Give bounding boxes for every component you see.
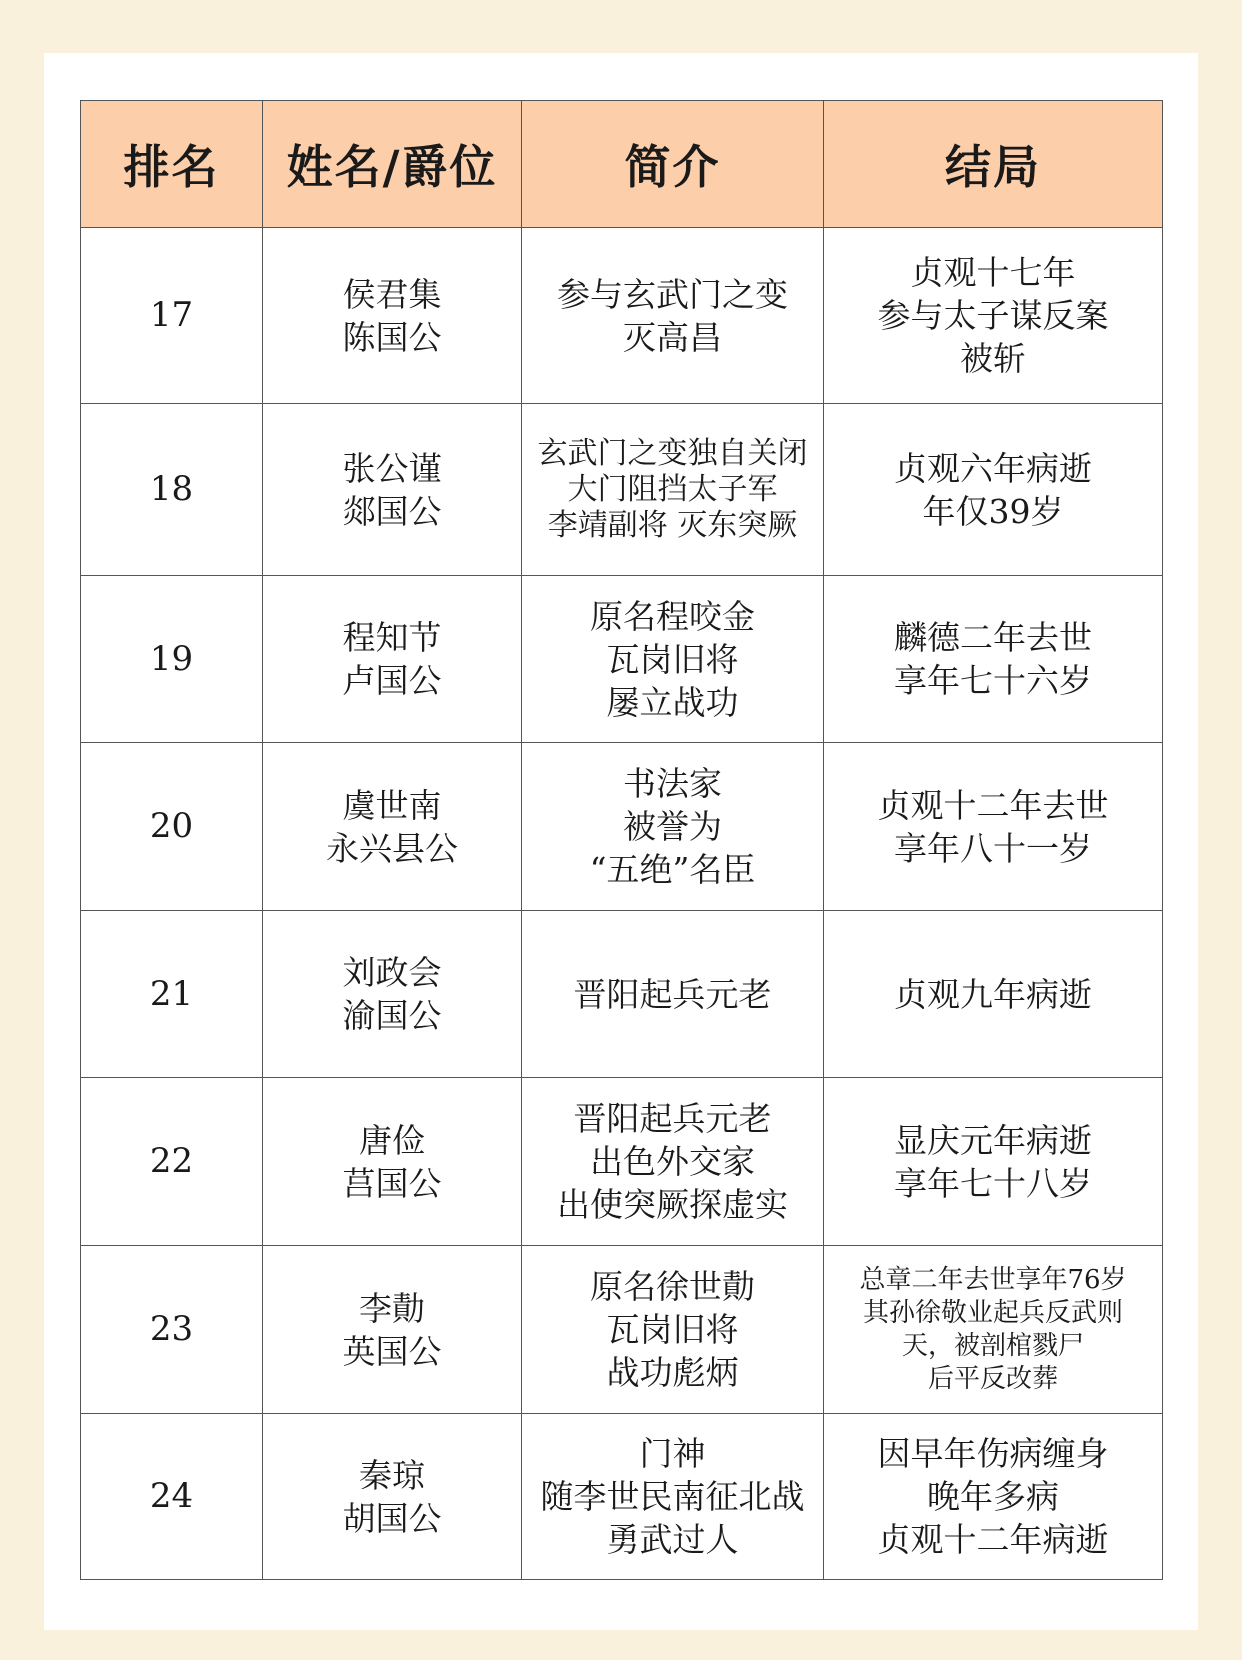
ending-line: 其孙徐敬业起兵反武则 (862, 1297, 1123, 1328)
ending-line: 被斩 (960, 339, 1026, 378)
name-cell (263, 576, 522, 743)
table-row (81, 1078, 1163, 1246)
ending-line: 晚年多病 (927, 1477, 1059, 1516)
name-cell (263, 228, 522, 404)
intro-line: 玄武门之变独自关闭 (537, 435, 808, 471)
intro-line: 晋阳起兵元老 (573, 1099, 772, 1138)
name-line: 胡国公 (342, 1498, 442, 1538)
intro-cell (522, 404, 824, 576)
ending-line: 因早年伤病缠身 (877, 1434, 1109, 1473)
name-line: 张公谨 (342, 448, 442, 488)
name-line: 英国公 (342, 1331, 442, 1371)
ending-line: 贞观十七年 (910, 253, 1076, 292)
name-line: 莒国公 (342, 1163, 442, 1203)
rank-cell: 19 (81, 576, 263, 743)
ending-line: 后平反改葬 (927, 1363, 1058, 1394)
intro-cell (522, 228, 824, 404)
rank-cell: 23 (81, 1246, 263, 1414)
rank-cell: 17 (81, 228, 263, 404)
ending-line: 贞观十二年病逝 (877, 1520, 1109, 1559)
rank-cell: 20 (81, 743, 263, 911)
table-row (81, 911, 1163, 1078)
rank-cell: 18 (81, 404, 263, 576)
intro-cell (522, 911, 824, 1078)
intro-cell (522, 743, 824, 911)
name-line: 侯君集 (342, 274, 442, 314)
name-line: 程知节 (342, 618, 442, 657)
name-cell (263, 743, 522, 911)
name-cell (263, 1414, 522, 1580)
rank-cell: 21 (81, 911, 263, 1078)
ending-cell (824, 576, 1163, 743)
intro-line: 被誉为 (623, 807, 722, 846)
ending-cell (824, 404, 1163, 576)
table-row (81, 576, 1163, 743)
intro-line: 门神 (639, 1434, 706, 1473)
name-cell (263, 404, 522, 576)
intro-line: “五绝”名臣 (589, 850, 756, 889)
table-body (81, 228, 1163, 1580)
ending-line: 贞观九年病逝 (894, 974, 1092, 1014)
ending-cell (824, 743, 1163, 911)
intro-line: 出色外交家 (590, 1142, 755, 1181)
intro-line: 大门阻挡太子军 (567, 471, 778, 507)
header-rank: 排名 (81, 101, 263, 228)
ending-cell (824, 1414, 1163, 1580)
ending-line: 显庆元年病逝 (894, 1120, 1092, 1160)
header-row (81, 101, 1163, 228)
intro-line: 参与玄武门之变 (557, 274, 788, 314)
table-row (81, 1246, 1163, 1414)
name-line: 虞世南 (342, 785, 442, 825)
intro-line: 战功彪炳 (606, 1353, 739, 1392)
name-line: 永兴县公 (326, 828, 458, 868)
name-line: 陈国公 (342, 317, 442, 357)
intro-line: 原名徐世勣 (590, 1267, 755, 1306)
intro-line: 原名程咬金 (590, 596, 755, 636)
name-line: 秦琼 (359, 1455, 425, 1495)
ending-cell (824, 228, 1163, 404)
intro-line: 勇武过人 (606, 1520, 739, 1559)
name-line: 渝国公 (342, 996, 442, 1035)
intro-line: 李靖副将 灭东突厥 (547, 507, 798, 543)
ending-line: 年仅39岁 (922, 491, 1064, 531)
table-row (81, 743, 1163, 911)
ending-line: 贞观十二年去世 (877, 785, 1109, 825)
name-line: 刘政会 (342, 953, 442, 992)
intro-line: 灭高昌 (623, 317, 722, 357)
ending-line: 享年七十六岁 (894, 661, 1092, 700)
intro-line: 晋阳起兵元老 (573, 974, 772, 1014)
intro-line: 瓦岗旧将 (606, 1310, 739, 1349)
intro-cell (522, 576, 824, 743)
rank-cell: 24 (81, 1414, 263, 1580)
intro-line: 书法家 (623, 764, 722, 803)
intro-line: 随李世民南征北战 (540, 1477, 805, 1516)
name-line: 卢国公 (342, 661, 442, 700)
header-name-title: 姓名/爵位 (263, 101, 522, 228)
ranking-table (80, 100, 1163, 1580)
name-cell (263, 911, 522, 1078)
intro-cell (522, 1246, 824, 1414)
intro-line: 屡立战功 (606, 682, 739, 722)
ending-line: 天，被剖棺戮尸 (901, 1330, 1084, 1361)
header-ending: 结局 (824, 101, 1163, 228)
ending-cell (824, 1246, 1163, 1414)
rank-cell: 22 (81, 1078, 263, 1246)
name-cell (263, 1246, 522, 1414)
ending-line: 贞观六年病逝 (894, 448, 1092, 488)
intro-line: 瓦岗旧将 (606, 639, 739, 679)
name-line: 李勣 (359, 1288, 425, 1328)
ending-line: 麟德二年去世 (894, 618, 1092, 657)
ending-line: 享年八十一岁 (894, 828, 1092, 868)
ending-line: 总章二年去世享年76岁 (859, 1264, 1127, 1295)
name-line: 唐俭 (359, 1120, 425, 1160)
ending-cell (824, 911, 1163, 1078)
table-row (81, 404, 1163, 576)
table-row (81, 1414, 1163, 1580)
intro-cell (522, 1414, 824, 1580)
ending-cell (824, 1078, 1163, 1246)
intro-cell (522, 1078, 824, 1246)
intro-line: 出使突厥探虚实 (557, 1185, 788, 1224)
ending-line: 享年七十八岁 (894, 1163, 1092, 1203)
header-intro: 简介 (522, 101, 824, 228)
name-cell (263, 1078, 522, 1246)
ending-line: 参与太子谋反案 (877, 296, 1109, 335)
table-row (81, 228, 1163, 404)
name-line: 郯国公 (342, 491, 442, 531)
